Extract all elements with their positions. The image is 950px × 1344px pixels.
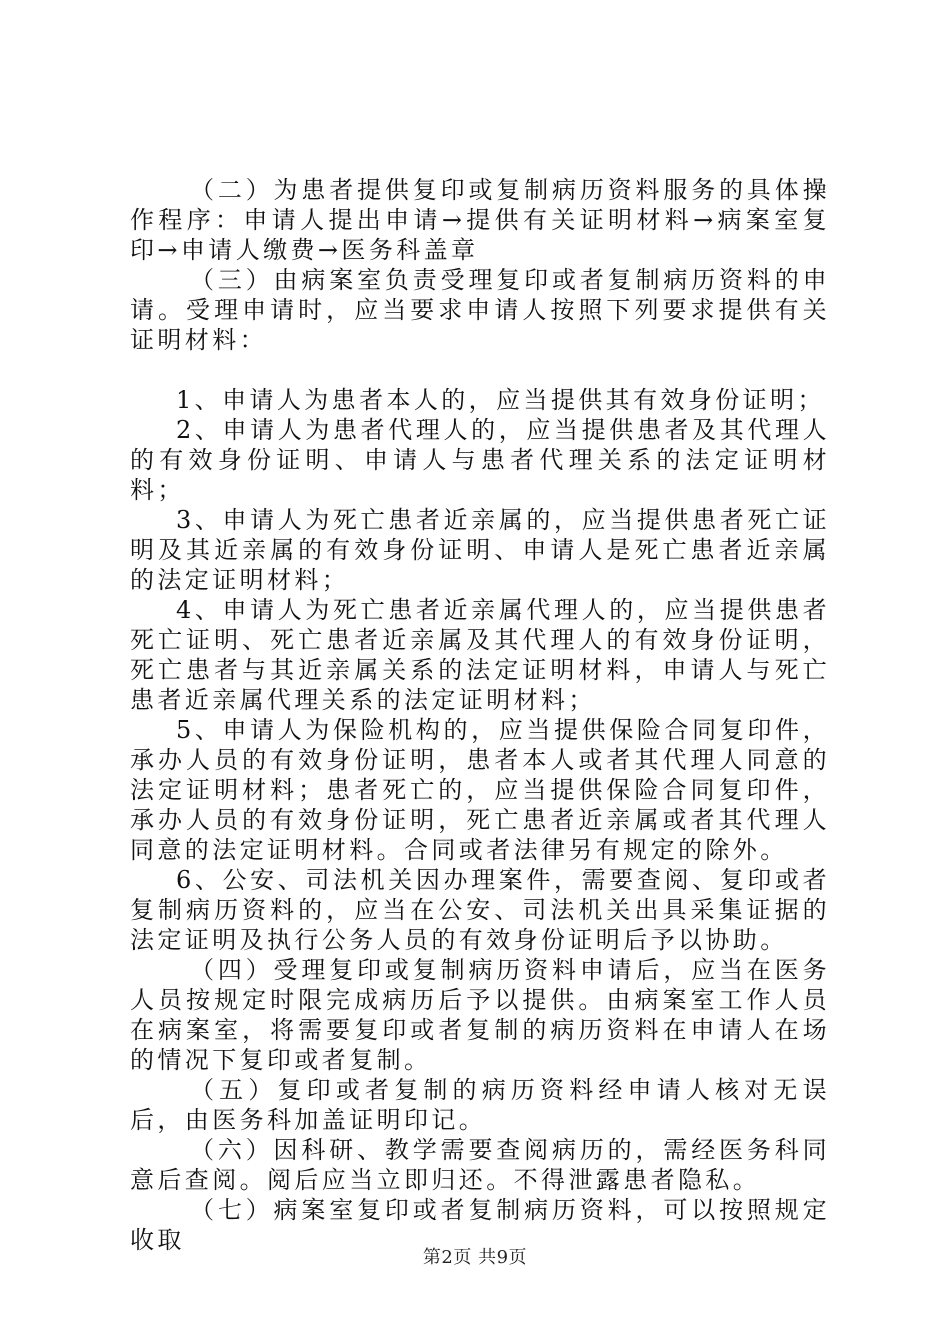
paragraph-verification: （五）复印或者复制的病历资料经申请人核对无误后，由医务科加盖证明印记。 xyxy=(130,1076,830,1134)
paragraph-provision: （四）受理复印或复制病历资料申请后，应当在医务人员按规定时限完成病历后予以提供。由病案室工作人员在病案室，将需要复印或者复制的病历资料在申请人在场的情况下复印或者复制。 xyxy=(130,956,830,1074)
list-item-1: 1、申请人为患者本人的，应当提供其有效身份证明； xyxy=(176,386,825,414)
paragraph-procedure: （二）为患者提供复印或复制病历资料服务的具体操作程序：申请人提出申请→提供有关证明材料→病案室复印→申请人缴费→医务科盖章 xyxy=(130,176,830,264)
list-item-5: 5、申请人为保险机构的，应当提供保险合同复印件，承办人员的有效身份证明，患者本人或者其代理人同意的法定证明材料；患者死亡的，应当提供保险合同复印件，承办人员的有效身份证明，死亡患者近亲属或者其代理人同意的法定证明材料。合同或者法律另有规定的除外。 xyxy=(130,716,830,864)
list-item-2: 2、申请人为患者代理人的，应当提供患者及其代理人的有效身份证明、申请人与患者代理关系的法定证明材料； xyxy=(130,416,830,504)
page-number-footer: 第2页 共9页 xyxy=(422,1247,528,1268)
list-item-3: 3、申请人为死亡患者近亲属的，应当提供患者死亡证明及其近亲属的有效身份证明、申请人是死亡患者近亲属的法定证明材料； xyxy=(130,506,830,594)
list-item-4: 4、申请人为死亡患者近亲属代理人的，应当提供患者死亡证明、死亡患者近亲属及其代理人的有效身份证明，死亡患者与其近亲属关系的法定证明材料，申请人与死亡患者近亲属代理关系的法定证明材料； xyxy=(130,596,830,714)
list-item-6: 6、公安、司法机关因办理案件，需要查阅、复印或者复制病历资料的，应当在公安、司法机关出具采集证据的法定证明及执行公务人员的有效身份证明后予以协助。 xyxy=(130,866,830,954)
paragraph-fees: （七）病案室复印或者复制病历资料，可以按照规定收取 xyxy=(130,1196,830,1254)
document-body xyxy=(130,175,830,1255)
paragraph-acceptance: （三）由病案室负责受理复印或者复制病历资料的申请。受理申请时，应当要求申请人按照下列要求提供有关证明材料： xyxy=(130,266,830,354)
paragraph-research-access: （六）因科研、教学需要查阅病历的，需经医务科同意后查阅。阅后应当立即归还。不得泄露患者隐私。 xyxy=(130,1136,830,1194)
